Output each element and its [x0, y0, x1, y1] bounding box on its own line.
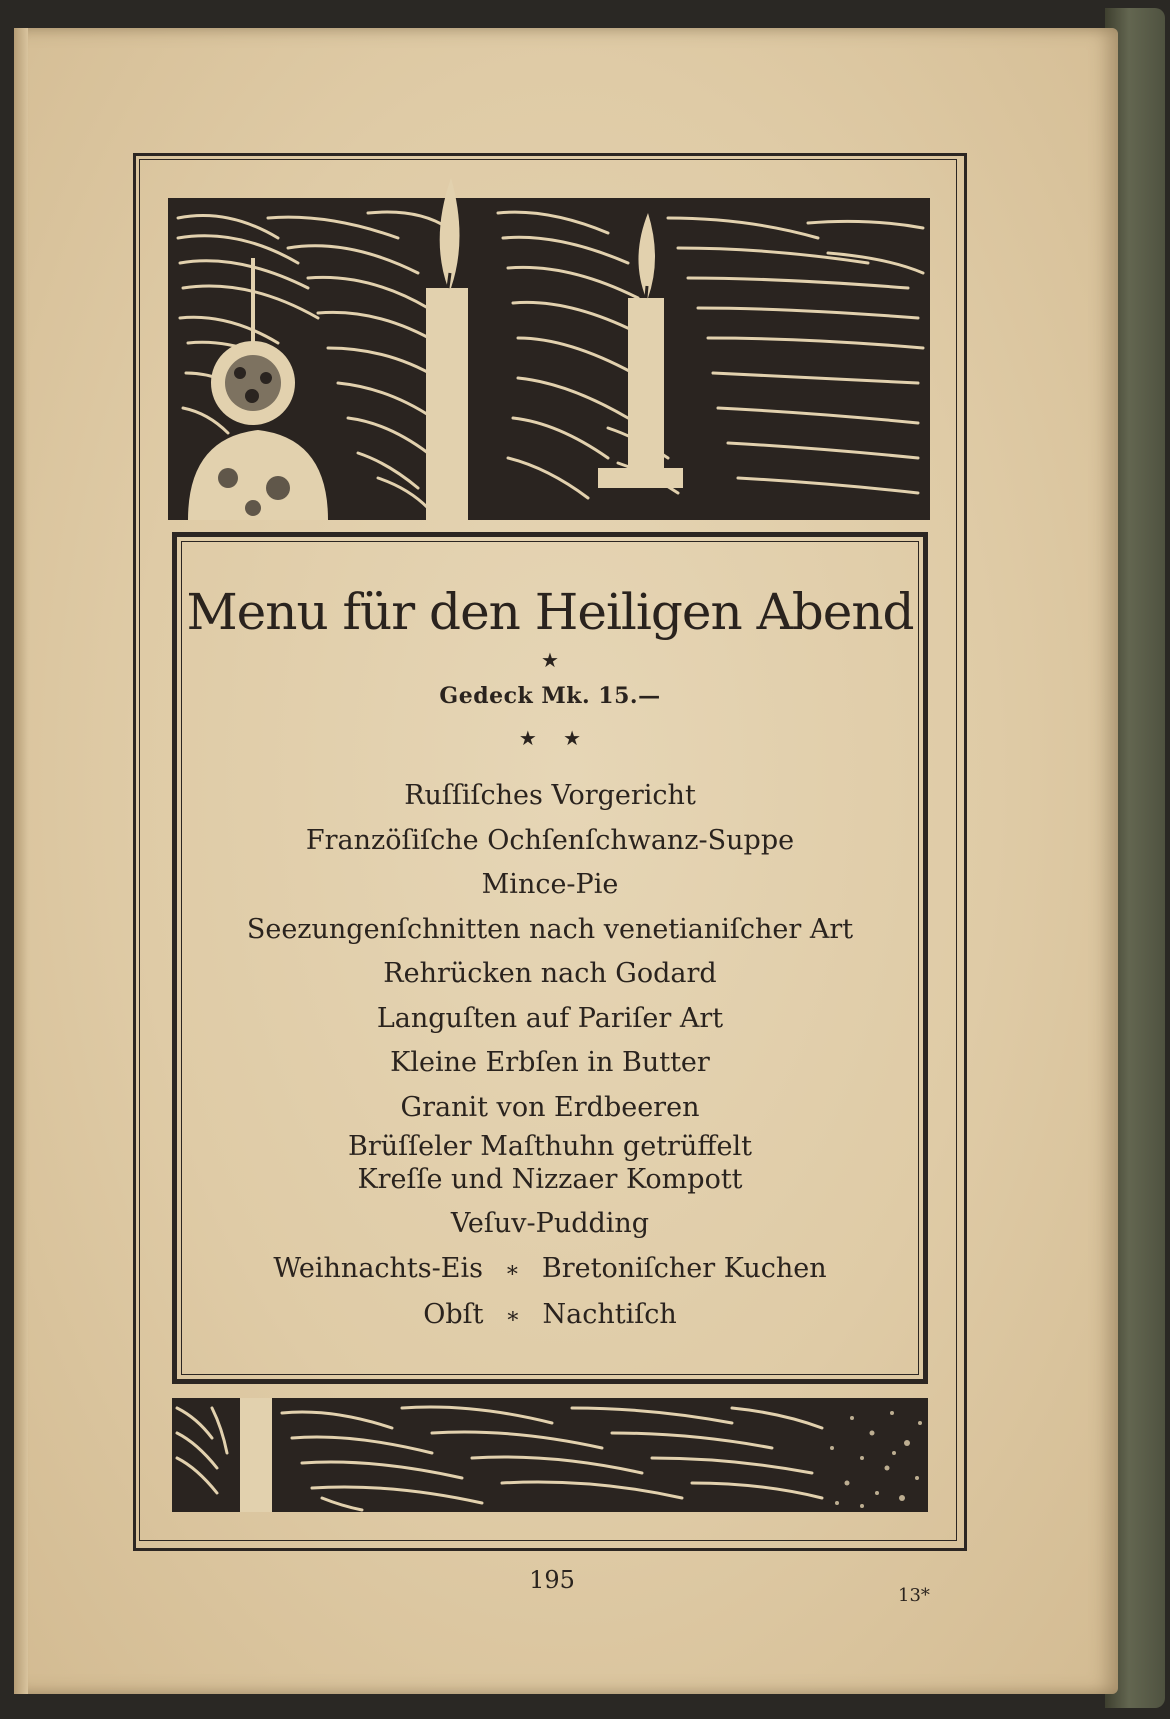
dessert-item: Nachtiſch	[542, 1299, 677, 1330]
course-item: Veſuv-Pudding	[450, 1208, 650, 1239]
course-item: Franzöſiſche Ochſenſchwanz-Suppe	[305, 824, 795, 856]
woodcut-top-illustration	[168, 178, 930, 520]
menu-title: Menu für den Heiligen Abend	[186, 583, 914, 641]
course-item: Granit von Erdbeeren	[400, 1091, 700, 1123]
course-item: Kleine Erbſen in Butter	[390, 1047, 710, 1078]
dessert-item: Obſt	[423, 1299, 484, 1330]
separator-asterisk: ∗	[505, 1304, 521, 1329]
course-item: Brüſſeler Maſthuhn getrüffelt	[348, 1131, 752, 1162]
menu-price: Gedeck Mk. 15.—	[439, 683, 661, 709]
dessert-item: Weihnachts-Eis	[273, 1252, 483, 1284]
dessert-line-2	[172, 1293, 928, 1340]
separator-asterisk: ∗	[504, 1257, 520, 1283]
course-item: Mince-Pie	[481, 869, 619, 900]
course-list	[172, 774, 928, 1340]
woodcut-bottom-illustration	[172, 1398, 928, 1512]
signature-mark: 13*	[898, 1585, 930, 1606]
ornament-stars: ★ ★	[518, 726, 592, 750]
menu-content	[172, 540, 928, 1340]
dessert-item: Bretoniſcher Kuchen	[541, 1252, 827, 1284]
course-item: Rehrücken nach Godard	[383, 958, 717, 989]
course-item: Ruſſiſches Vorgericht	[404, 780, 696, 811]
course-item: Languſten auf Pariſer Art	[376, 1002, 724, 1034]
course-item: Seezungenſchnitten nach venetianiſcher Art	[246, 913, 854, 945]
course-item: Kreſſe und Nizzaer Kompott	[357, 1164, 743, 1195]
ornament-star: ★	[541, 648, 559, 672]
dessert-line-1	[172, 1247, 928, 1294]
page-number: 195	[529, 1566, 575, 1594]
page-gutter	[14, 28, 28, 1694]
